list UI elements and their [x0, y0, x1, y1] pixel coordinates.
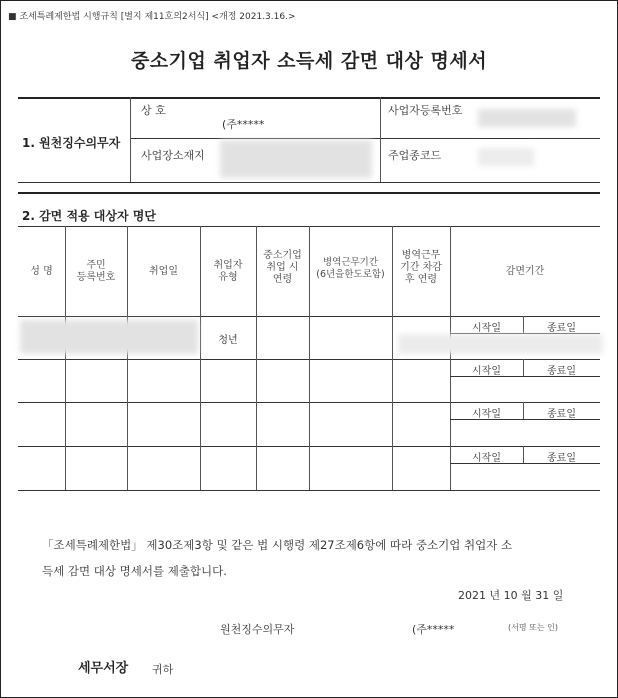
company-name-value: (주***** [222, 118, 265, 131]
row3-end-label: 종료일 [547, 409, 576, 420]
row1-end-label: 종료일 [547, 323, 576, 334]
redacted-row1-personal [20, 320, 198, 354]
declaration-line-2: 득세 감면 대상 명세서를 제출합니다. [42, 564, 227, 578]
row2-end-label: 종료일 [547, 366, 576, 377]
col-reduction-period: 감면기간 [505, 266, 545, 277]
redacted-business-address [220, 140, 372, 178]
row1-employee-type: 청년 [218, 335, 238, 346]
withholder-label: 원천징수의무자 [220, 623, 295, 636]
company-name-label: 상 호 [141, 104, 166, 117]
col-employee-type: 취업자 유형 [213, 260, 243, 283]
col-resident-number: 주민 등록번호 [76, 260, 116, 283]
col-employment-date: 취업일 [149, 266, 178, 277]
col-military-service-period: 병역근무기간 (6년을한도로함) [316, 257, 385, 280]
section1-title: 1. 원천징수의무자 [22, 136, 121, 150]
industry-code-label: 주업종코드 [388, 149, 442, 162]
row4-start-label: 시작일 [472, 453, 501, 464]
row1-start-label: 시작일 [472, 323, 501, 334]
col-name: 성 명 [30, 266, 53, 277]
section2-title: 2. 감면 적용 대상자 명단 [22, 209, 156, 223]
redacted-business-number [478, 109, 576, 127]
form-reference-note: ■ 조세특례제한법 시행규칙 [별지 제11호의2서식] <개정 2021.3.16.> [8, 12, 296, 22]
tax-office-label: 세무서장 [78, 661, 129, 676]
col-age-at-employment: 중소기업 취업 시 연령 [263, 250, 302, 285]
row4-end-label: 종료일 [547, 453, 576, 464]
business-registration-label: 사업자등록번호 [388, 104, 463, 117]
document-title: 중소기업 취업자 소득세 감면 대상 명세서 [130, 50, 488, 72]
withholder-value: (주***** [412, 623, 455, 636]
col-age-after-military: 병역근무 기간 차감 후 연령 [400, 250, 442, 285]
row3-start-label: 시작일 [472, 409, 501, 420]
signature-note: (서명 또는 인) [508, 623, 558, 632]
business-address-label: 사업장소재지 [141, 149, 205, 162]
declaration-line-1: 「조세특례제한법」 제30조제3항 및 같은 법 시행령 제27조제6항에 따라 중소기업 취업자 소 [42, 538, 513, 552]
redacted-industry-code [478, 148, 534, 166]
redacted-row1-dates [398, 334, 603, 354]
tax-office-suffix: 귀하 [152, 663, 174, 676]
submission-date: 2021 년 10 월 31 일 [458, 589, 564, 602]
row2-start-label: 시작일 [472, 366, 501, 377]
